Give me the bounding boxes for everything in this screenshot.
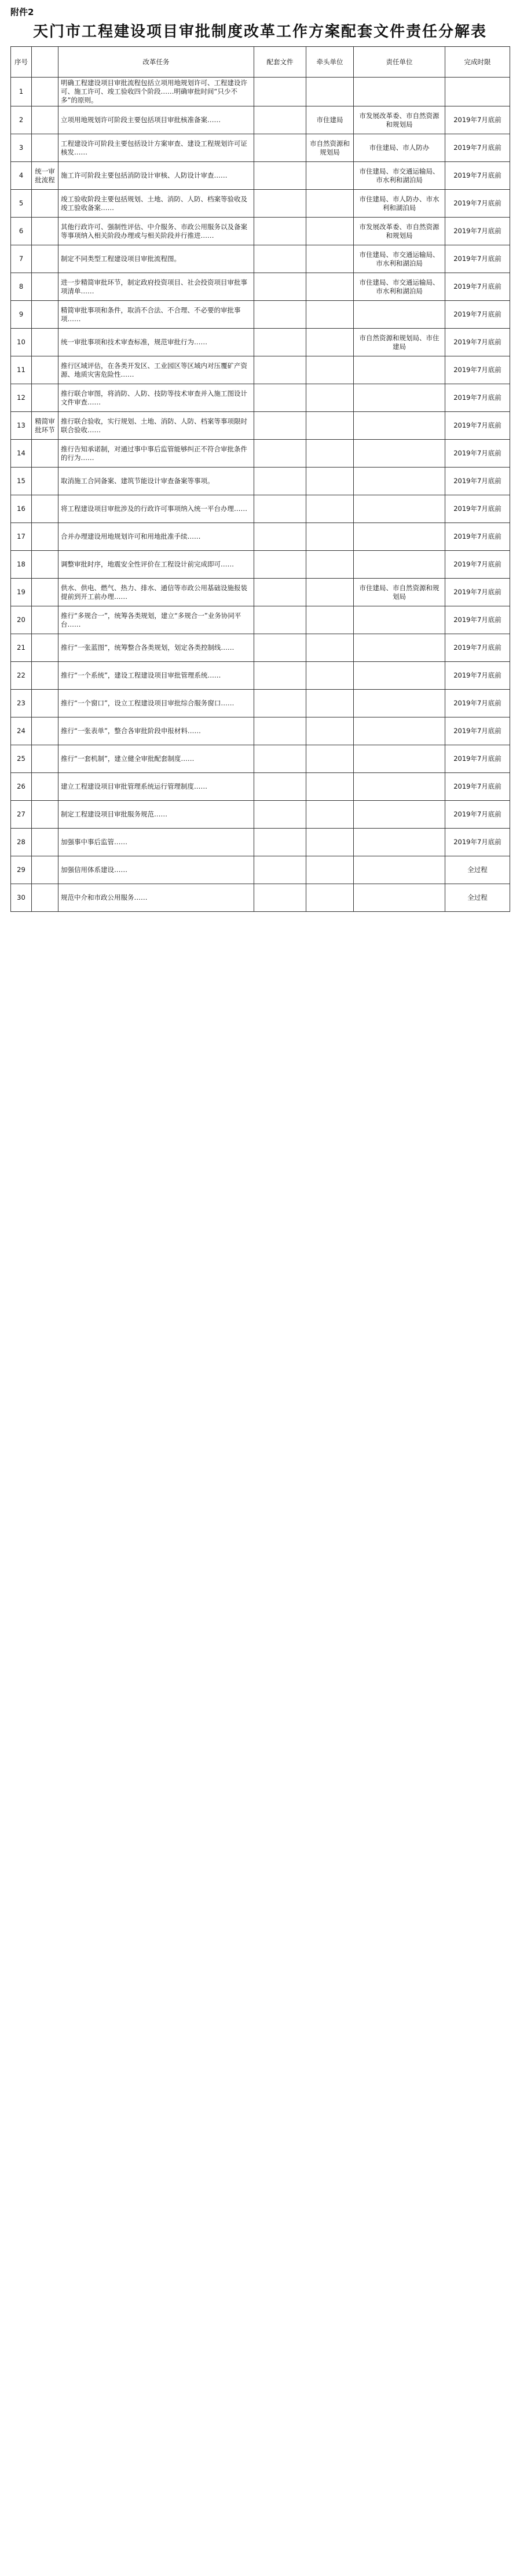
row-task: 推行告知承诺制，对通过事中事后监管能够纠正不符合审批条件的行为…… (58, 440, 254, 468)
row-no: 23 (11, 690, 32, 717)
table-row (11, 745, 510, 773)
row-time: 2019年7月底前 (445, 190, 510, 218)
row-category (32, 829, 58, 856)
row-task: 统一审批事项和技术审查标准，规范审批行为…… (58, 329, 254, 356)
table-row (11, 634, 510, 662)
row-resp: 市住建局、市交通运输局、市水利和湖泊局 (354, 162, 445, 190)
row-no: 11 (11, 356, 32, 384)
col-task: 改革任务 (58, 47, 254, 78)
table-row (11, 245, 510, 273)
row-task: 精简审批事项和条件，取消不合法、不合理、不必要的审批事项…… (58, 301, 254, 329)
row-doc (254, 662, 306, 690)
row-category (32, 301, 58, 329)
row-task: 取消施工合同备案、建筑节能设计审查备案等事项。 (58, 468, 254, 495)
row-time: 2019年7月底前 (445, 551, 510, 579)
col-no: 序号 (11, 47, 32, 78)
row-time: 2019年7月底前 (445, 273, 510, 301)
row-doc (254, 606, 306, 634)
row-category (32, 884, 58, 912)
row-no: 1 (11, 78, 32, 106)
row-lead (306, 162, 354, 190)
row-category: 精简审批环节 (32, 412, 58, 440)
row-doc (254, 301, 306, 329)
row-lead (306, 829, 354, 856)
row-resp (354, 717, 445, 745)
row-time: 2019年7月底前 (445, 106, 510, 134)
row-task: 合并办理建设用地规划许可和用地批准手续…… (58, 523, 254, 551)
row-no: 17 (11, 523, 32, 551)
row-category (32, 801, 58, 829)
table-row (11, 662, 510, 690)
row-doc (254, 134, 306, 162)
col-category (32, 47, 58, 78)
row-lead (306, 384, 354, 412)
row-category (32, 273, 58, 301)
row-resp (354, 884, 445, 912)
row-task: 加强信用体系建设…… (58, 856, 254, 884)
row-task: 工程建设许可阶段主要包括设计方案审查、建设工程规划许可证核发…… (58, 134, 254, 162)
row-category (32, 717, 58, 745)
row-time: 2019年7月底前 (445, 829, 510, 856)
attachment-label: 附件2 (10, 7, 34, 17)
row-doc (254, 468, 306, 495)
row-no: 13 (11, 412, 32, 440)
row-lead (306, 745, 354, 773)
row-resp (354, 829, 445, 856)
row-lead (306, 801, 354, 829)
row-no: 4 (11, 162, 32, 190)
table-row (11, 356, 510, 384)
row-resp (354, 690, 445, 717)
table-row (11, 384, 510, 412)
row-time: 2019年7月底前 (445, 384, 510, 412)
row-resp (354, 634, 445, 662)
row-resp (354, 773, 445, 801)
row-doc (254, 356, 306, 384)
row-time: 2019年7月底前 (445, 606, 510, 634)
row-no: 3 (11, 134, 32, 162)
table-row (11, 440, 510, 468)
row-time: 2019年7月底前 (445, 440, 510, 468)
row-doc (254, 801, 306, 829)
row-lead (306, 606, 354, 634)
row-lead (306, 717, 354, 745)
row-doc (254, 884, 306, 912)
table-row (11, 329, 510, 356)
table-row (11, 190, 510, 218)
row-doc (254, 856, 306, 884)
row-lead (306, 523, 354, 551)
row-no: 5 (11, 190, 32, 218)
col-time: 完成时限 (445, 47, 510, 78)
row-resp: 市住建局、市交通运输局、市水利和湖泊局 (354, 245, 445, 273)
row-lead (306, 856, 354, 884)
row-lead (306, 78, 354, 106)
row-lead (306, 773, 354, 801)
row-category (32, 634, 58, 662)
row-category (32, 356, 58, 384)
row-time: 2019年7月底前 (445, 356, 510, 384)
row-resp (354, 745, 445, 773)
table-row (11, 162, 510, 190)
row-category (32, 662, 58, 690)
row-doc (254, 440, 306, 468)
row-resp: 市住建局、市人防办、市水利和湖泊局 (354, 190, 445, 218)
table-row (11, 301, 510, 329)
row-category (32, 495, 58, 523)
row-task: 规范中介和市政公用服务…… (58, 884, 254, 912)
row-category (32, 134, 58, 162)
row-task: 推行“一张表单”，整合各审批阶段申报材料…… (58, 717, 254, 745)
row-resp (354, 856, 445, 884)
row-task: 推行“一张蓝图”，统筹整合各类规划，划定各类控制线…… (58, 634, 254, 662)
row-lead (306, 412, 354, 440)
row-lead (306, 440, 354, 468)
row-time: 2019年7月底前 (445, 468, 510, 495)
row-task: 加强事中事后监管…… (58, 829, 254, 856)
col-doc: 配套文件 (254, 47, 306, 78)
row-no: 18 (11, 551, 32, 579)
row-task: 推行联合审图，将消防、人防、技防等技术审查并入施工图设计文件审查…… (58, 384, 254, 412)
row-doc (254, 78, 306, 106)
row-no: 25 (11, 745, 32, 773)
row-resp (354, 495, 445, 523)
table-row (11, 134, 510, 162)
row-no: 8 (11, 273, 32, 301)
row-doc (254, 745, 306, 773)
row-category (32, 384, 58, 412)
row-resp (354, 412, 445, 440)
row-lead (306, 662, 354, 690)
row-time: 2019年7月底前 (445, 690, 510, 717)
row-lead (306, 495, 354, 523)
row-category (32, 218, 58, 245)
row-lead (306, 273, 354, 301)
row-category (32, 106, 58, 134)
row-lead: 市住建局 (306, 106, 354, 134)
row-task: 推行“多规合一”，统筹各类规划，建立“多规合一”业务协同平台…… (58, 606, 254, 634)
table-row (11, 579, 510, 606)
row-no: 21 (11, 634, 32, 662)
row-no: 14 (11, 440, 32, 468)
row-lead: 市自然资源和规划局 (306, 134, 354, 162)
row-resp (354, 356, 445, 384)
table-row (11, 606, 510, 634)
row-time: 2019年7月底前 (445, 523, 510, 551)
table-row (11, 884, 510, 912)
row-lead (306, 884, 354, 912)
row-time (445, 78, 510, 106)
row-no: 15 (11, 468, 32, 495)
row-category (32, 551, 58, 579)
row-resp (354, 662, 445, 690)
row-task: 推行“一套机制”，建立健全审批配套制度…… (58, 745, 254, 773)
col-lead: 牵头单位 (306, 47, 354, 78)
row-category (32, 468, 58, 495)
row-time: 2019年7月底前 (445, 662, 510, 690)
row-time: 2019年7月底前 (445, 745, 510, 773)
table-row (11, 523, 510, 551)
row-doc (254, 690, 306, 717)
row-doc (254, 634, 306, 662)
row-no: 29 (11, 856, 32, 884)
row-no: 30 (11, 884, 32, 912)
row-lead (306, 634, 354, 662)
row-no: 19 (11, 579, 32, 606)
row-task: 明确工程建设项目审批流程包括立项用地规划许可、工程建设许可、施工许可、竣工验收四个阶段……明确审批时间“只少不多”的原则。 (58, 78, 254, 106)
row-doc (254, 190, 306, 218)
row-category (32, 78, 58, 106)
row-task: 立项用地规划许可阶段主要包括项目审批核准备案…… (58, 106, 254, 134)
row-task: 竣工验收阶段主要包括规划、土地、消防、人防、档案等验收及竣工验收备案…… (58, 190, 254, 218)
table-row (11, 106, 510, 134)
row-lead (306, 190, 354, 218)
row-time: 2019年7月底前 (445, 412, 510, 440)
row-resp (354, 523, 445, 551)
row-resp (354, 468, 445, 495)
row-task: 制定不同类型工程建设项目审批流程图。 (58, 245, 254, 273)
row-no: 6 (11, 218, 32, 245)
table-row (11, 78, 510, 106)
row-doc (254, 218, 306, 245)
row-doc (254, 245, 306, 273)
row-resp (354, 440, 445, 468)
row-category (32, 245, 58, 273)
row-no: 27 (11, 801, 32, 829)
row-category (32, 745, 58, 773)
row-lead (306, 579, 354, 606)
row-resp: 市自然资源和规划局、市住建局 (354, 329, 445, 356)
row-no: 26 (11, 773, 32, 801)
row-no: 16 (11, 495, 32, 523)
row-task: 调整审批时序，地震安全性评价在工程设计前完成即可…… (58, 551, 254, 579)
row-category (32, 773, 58, 801)
table-body (11, 78, 510, 912)
row-lead (306, 468, 354, 495)
table-row (11, 690, 510, 717)
row-time: 2019年7月底前 (445, 773, 510, 801)
row-lead (306, 301, 354, 329)
row-doc (254, 829, 306, 856)
row-doc (254, 106, 306, 134)
row-task: 进一步精简审批环节，制定政府投资项目、社会投资项目审批事项清单…… (58, 273, 254, 301)
row-task: 建立工程建设项目审批管理系统运行管理制度…… (58, 773, 254, 801)
row-doc (254, 495, 306, 523)
row-lead (306, 218, 354, 245)
row-time: 2019年7月底前 (445, 634, 510, 662)
row-time: 2019年7月底前 (445, 218, 510, 245)
row-task: 将工程建设项目审批涉及的行政许可事项纳入统一平台办理…… (58, 495, 254, 523)
table-row (11, 801, 510, 829)
row-lead (306, 690, 354, 717)
row-no: 7 (11, 245, 32, 273)
row-no: 10 (11, 329, 32, 356)
row-no: 28 (11, 829, 32, 856)
row-no: 2 (11, 106, 32, 134)
row-no: 20 (11, 606, 32, 634)
table-row (11, 412, 510, 440)
row-lead (306, 356, 354, 384)
table-row (11, 218, 510, 245)
row-no: 9 (11, 301, 32, 329)
row-doc (254, 551, 306, 579)
row-category (32, 329, 58, 356)
row-doc (254, 523, 306, 551)
row-time: 2019年7月底前 (445, 301, 510, 329)
table-row (11, 829, 510, 856)
row-no: 24 (11, 717, 32, 745)
row-time: 2019年7月底前 (445, 162, 510, 190)
row-time: 全过程 (445, 856, 510, 884)
row-resp: 市发展改革委、市自然资源和规划局 (354, 106, 445, 134)
row-doc (254, 162, 306, 190)
row-category: 统一审批流程 (32, 162, 58, 190)
row-task: 其他行政许可、强制性评估、中介服务、市政公用服务以及备案等事项纳入相关阶段办理或与相关阶段并行推进…… (58, 218, 254, 245)
table-row (11, 273, 510, 301)
row-task: 制定工程建设项目审批服务规范…… (58, 801, 254, 829)
row-task: 推行“一个系统”，建设工程建设项目审批管理系统…… (58, 662, 254, 690)
row-resp (354, 384, 445, 412)
table-row (11, 468, 510, 495)
table-row (11, 495, 510, 523)
row-task: 施工许可阶段主要包括消防设计审核、人防设计审查…… (58, 162, 254, 190)
row-category (32, 440, 58, 468)
row-time: 2019年7月底前 (445, 801, 510, 829)
table-row (11, 773, 510, 801)
row-doc (254, 773, 306, 801)
row-time: 2019年7月底前 (445, 717, 510, 745)
row-doc (254, 273, 306, 301)
row-task: 推行联合验收，实行规划、土地、消防、人防、档案等事项限时联合验收…… (58, 412, 254, 440)
row-category (32, 523, 58, 551)
row-resp (354, 551, 445, 579)
row-time: 2019年7月底前 (445, 134, 510, 162)
row-time: 2019年7月底前 (445, 495, 510, 523)
row-time: 2019年7月底前 (445, 329, 510, 356)
row-doc (254, 579, 306, 606)
row-no: 12 (11, 384, 32, 412)
row-time: 2019年7月底前 (445, 579, 510, 606)
row-resp: 市住建局、市自然资源和规划局 (354, 579, 445, 606)
row-resp (354, 606, 445, 634)
row-time: 全过程 (445, 884, 510, 912)
row-category (32, 579, 58, 606)
row-category (32, 606, 58, 634)
row-no: 22 (11, 662, 32, 690)
table-row (11, 856, 510, 884)
row-task: 供水、供电、燃气、热力、排水、通信等市政公用基础设施报装提前到开工前办理…… (58, 579, 254, 606)
row-doc (254, 412, 306, 440)
row-doc (254, 384, 306, 412)
row-category (32, 690, 58, 717)
row-doc (254, 329, 306, 356)
row-doc (254, 717, 306, 745)
row-lead (306, 245, 354, 273)
row-lead (306, 329, 354, 356)
row-time: 2019年7月底前 (445, 245, 510, 273)
page-title: 天门市工程建设项目审批制度改革工作方案配套文件责任分解表 (32, 23, 487, 41)
row-resp (354, 801, 445, 829)
table-header-row (11, 47, 510, 78)
row-resp (354, 301, 445, 329)
responsibility-table (10, 46, 510, 912)
row-resp: 市住建局、市人防办 (354, 134, 445, 162)
row-resp: 市发展改革委、市自然资源和规划局 (354, 218, 445, 245)
row-lead (306, 551, 354, 579)
row-task: 推行区域评估，在各类开发区、工业园区等区域内对压覆矿产资源、地质灾害危险性…… (58, 356, 254, 384)
table-row (11, 551, 510, 579)
row-resp (354, 78, 445, 106)
row-category (32, 190, 58, 218)
table-row (11, 717, 510, 745)
row-task: 推行“一个窗口”，设立工程建设项目审批综合服务窗口…… (58, 690, 254, 717)
col-resp: 责任单位 (354, 47, 445, 78)
row-resp: 市住建局、市交通运输局、市水利和湖泊局 (354, 273, 445, 301)
row-category (32, 856, 58, 884)
